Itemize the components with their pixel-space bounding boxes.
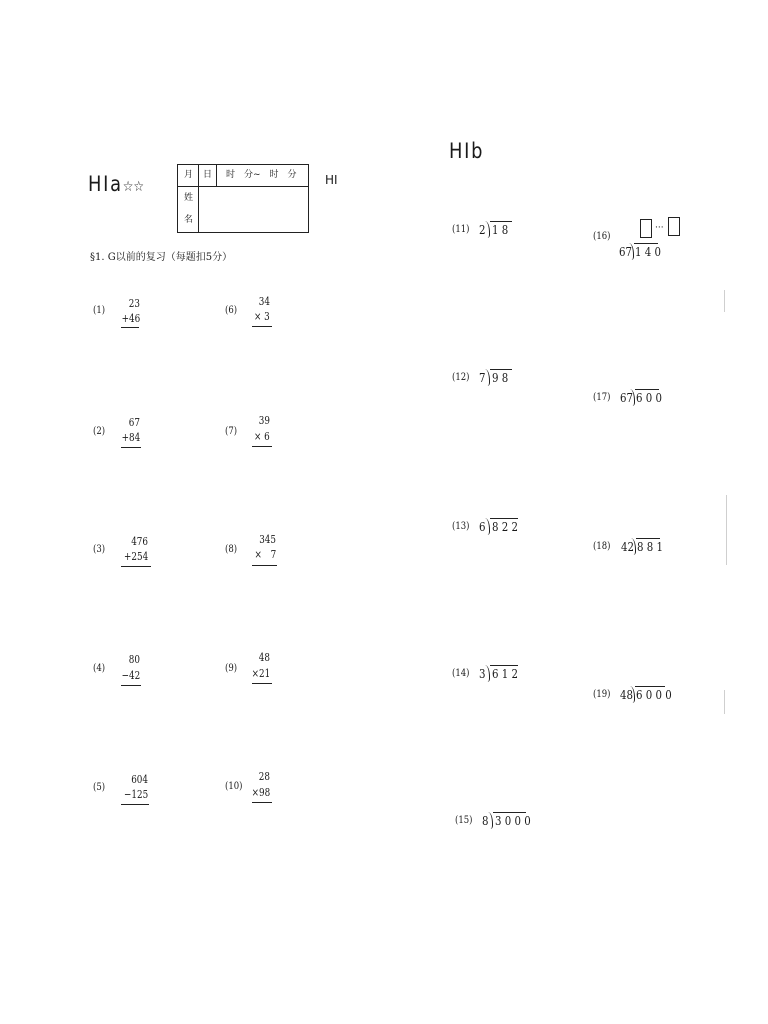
problem-top: 34 [258, 295, 270, 308]
problem-bottom: × 3 [254, 310, 270, 323]
date-name-table [177, 164, 309, 233]
problem-bottom: × 6 [254, 430, 270, 443]
problem-label: (14) [452, 668, 470, 679]
remainder-answer-box [668, 217, 680, 236]
problem-top: 39 [258, 414, 270, 427]
divisor: 42 [621, 540, 634, 554]
problem-label: (18) [593, 541, 611, 552]
dividend: 9 8 [492, 371, 509, 385]
difficulty-stars: ☆☆ [122, 179, 145, 195]
division-bracket [631, 538, 636, 555]
dividend: 1 8 [492, 223, 509, 237]
dividend: 6 1 2 [492, 667, 518, 681]
section-heading: §1. G以前的复习（每题扣5分） [90, 252, 233, 263]
problem-label: (4) [93, 663, 106, 674]
division-bracket [485, 221, 490, 238]
problem-top: 28 [258, 770, 270, 783]
divisor: 7 [479, 371, 486, 385]
problem-top: 80 [128, 653, 140, 666]
problem-label: (12) [452, 372, 470, 383]
problem-label: (9) [225, 663, 238, 674]
division-bracket [485, 518, 490, 535]
remainder-separator: ··· [655, 223, 664, 233]
problem-label: (5) [93, 782, 106, 793]
problem-label: (11) [452, 224, 470, 235]
scan-speck [724, 290, 725, 312]
problem-bottom: −42 [121, 669, 140, 682]
problem-label: (1) [93, 305, 106, 316]
problem-bottom: −125 [123, 788, 148, 801]
divisor: 8 [482, 814, 489, 828]
division-bracket [488, 812, 493, 829]
problem-label: (3) [93, 544, 106, 555]
problem-bottom: × 7 [254, 548, 276, 561]
problem-top: 67 [128, 416, 140, 429]
division-bracket [630, 686, 635, 703]
divisor: 6 [479, 520, 486, 534]
division-bracket [485, 369, 490, 386]
problem-label: (10) [225, 781, 243, 792]
divisor: 67 [619, 245, 632, 259]
dividend: 6 0 0 [636, 391, 662, 405]
dividend: 8 8 1 [637, 540, 663, 554]
worksheet-title-b: HIb [449, 139, 485, 163]
problem-top: 345 [259, 533, 276, 546]
division-bracket [485, 665, 490, 682]
problem-label: (2) [93, 426, 106, 437]
dividend: 6 0 0 0 [636, 688, 672, 702]
time-cell: 时 分~ 时 分 [226, 170, 297, 180]
side-label: HI [325, 173, 338, 187]
dividend: 3 0 0 0 [495, 814, 531, 828]
division-bracket [630, 389, 635, 406]
problem-label: (6) [225, 305, 238, 316]
problem-label: (7) [225, 426, 238, 437]
problem-label: (17) [593, 392, 611, 403]
problem-bottom: +46 [121, 312, 140, 325]
divisor: 67 [620, 391, 633, 405]
name-label-1: 姓 [184, 193, 194, 203]
problem-top: 604 [131, 773, 148, 786]
problem-label: (15) [455, 815, 473, 826]
divisor: 2 [479, 223, 486, 237]
divisor: 3 [479, 667, 486, 681]
problem-top: 476 [131, 535, 148, 548]
division-bracket [629, 243, 634, 260]
problem-top: 23 [128, 297, 140, 310]
worksheet-title-a [88, 174, 144, 195]
problem-label: (19) [593, 689, 611, 700]
problem-label: (8) [225, 544, 238, 555]
quotient-answer-box [640, 219, 652, 238]
divisor: 48 [620, 688, 633, 702]
problem-top: 48 [258, 651, 270, 664]
dividend: 8 2 2 [492, 520, 518, 534]
problem-bottom: +84 [121, 431, 140, 444]
problem-bottom: +254 [123, 550, 148, 563]
day-cell: 日 [203, 170, 213, 180]
title-text: HIa [88, 172, 123, 196]
problem-label: (16) [593, 231, 611, 242]
problem-label: (13) [452, 521, 470, 532]
problem-bottom: ×21 [251, 667, 270, 680]
month-cell: 月 [184, 170, 194, 180]
scan-speck [724, 690, 725, 714]
dividend: 1 4 0 [635, 245, 661, 259]
name-label-2: 名 [184, 215, 194, 225]
problem-bottom: ×98 [251, 786, 270, 799]
scan-speck [726, 495, 727, 565]
